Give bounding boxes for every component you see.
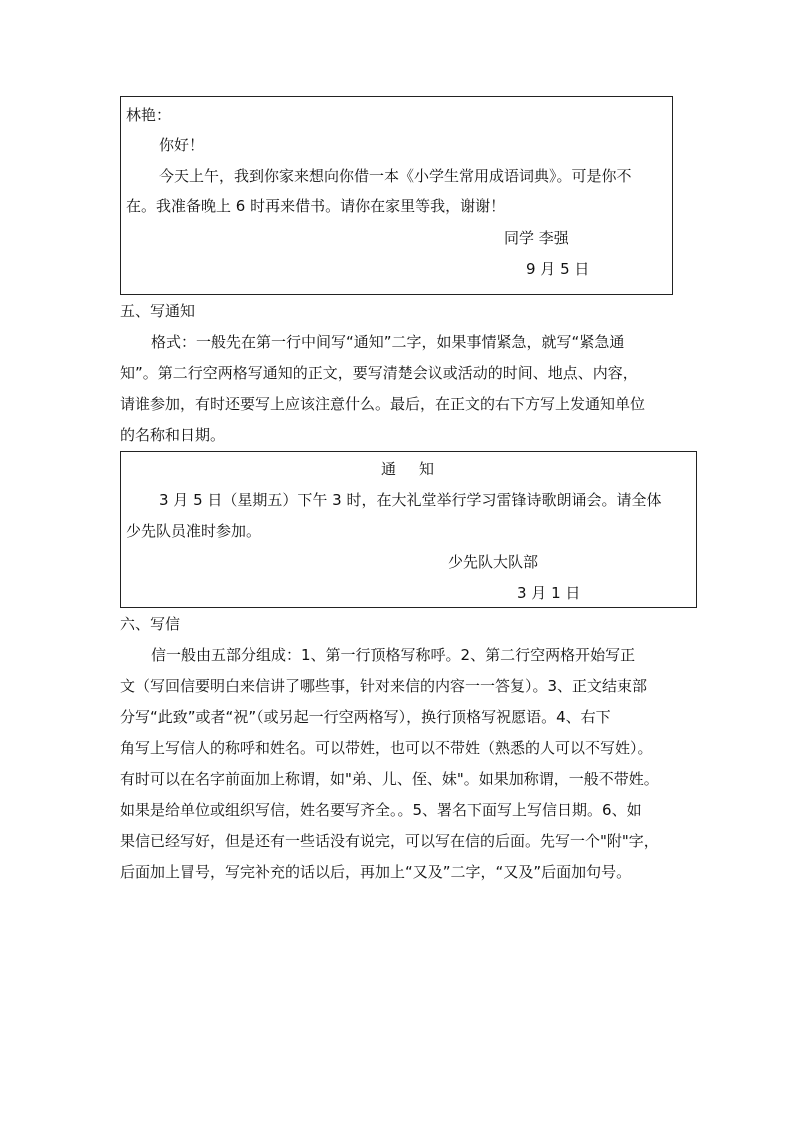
section-6-line-5: 有时可以在名字前面加上称谓，如"弟、儿、侄、妹"。如果加称谓，一般不带姓。	[120, 770, 659, 788]
section-5-para-line-3: 请谁参加，有时还要写上应该注意什么。最后，在正文的右下方写上发通知单位	[120, 395, 646, 413]
section-5-para-line-4: 的名称和日期。	[120, 426, 226, 444]
section-6-line-3: 分写“此致”或者“祝”（或另起一行空两格写），换行顶格写祝愿语。4、右下	[120, 708, 611, 726]
section-6-line-6: 如果是给单位或组织写信，姓名要写齐全。。5、署名下面写上写信日期。6、如	[120, 801, 642, 819]
notice-issuer: 少先队大队部	[448, 553, 539, 571]
letter-greeting: 你好！	[159, 136, 205, 154]
notice-title: 通 知	[380, 460, 438, 478]
section-6-heading: 六、写信	[120, 615, 181, 633]
section-5-para-line-1: 格式：一般先在第一行中间写“通知”二字，如果事情紧急，就写“紧急通	[151, 333, 625, 351]
section-6-line-2: 文（写回信要明白来信讲了哪些事，针对来信的内容一一答复）。3、正文结束部	[120, 677, 648, 695]
section-5-para-line-2: 知”。第二行空两格写通知的正文，要写清楚会议或活动的时间、地点、内容，	[120, 364, 638, 382]
letter-example-box	[120, 96, 673, 295]
letter-body-line-1: 今天上午，我到你家来想向你借一本《小学生常用成语词典》。可是你不	[159, 167, 632, 185]
notice-date: 3 月 1 日	[517, 584, 581, 602]
notice-body-line-1: 3 月 5 日（星期五）下午 3 时，在大礼堂举行学习雷锋诗歌朗诵会。请全体	[159, 491, 662, 509]
section-6-line-4: 角写上写信人的称呼和姓名。可以带姓，也可以不带姓（熟悉的人可以不写姓）。	[120, 739, 653, 757]
section-5-heading: 五、写通知	[120, 302, 196, 320]
letter-signature: 同学 李强	[504, 229, 569, 247]
section-6-line-1: 信一般由五部分组成：1、第一行顶格写称呼。2、第二行空两格开始写正	[151, 646, 636, 664]
notice-body-line-2: 少先队员准时参加。	[126, 522, 262, 540]
letter-date: 9 月 5 日	[526, 260, 590, 278]
notice-example-box	[120, 451, 697, 608]
letter-body-line-2: 在。我准备晚上 6 时再来借书。请你在家里等我，谢谢！	[126, 197, 506, 215]
section-6-line-8: 后面加上冒号，写完补充的话以后，再加上“又及”二字，“又及”后面加句号。	[120, 863, 632, 881]
letter-salutation: 林艳：	[126, 106, 172, 124]
section-6-line-7: 果信已经写好，但是还有一些话没有说完，可以写在信的后面。先写一个"附"字，	[120, 832, 659, 850]
